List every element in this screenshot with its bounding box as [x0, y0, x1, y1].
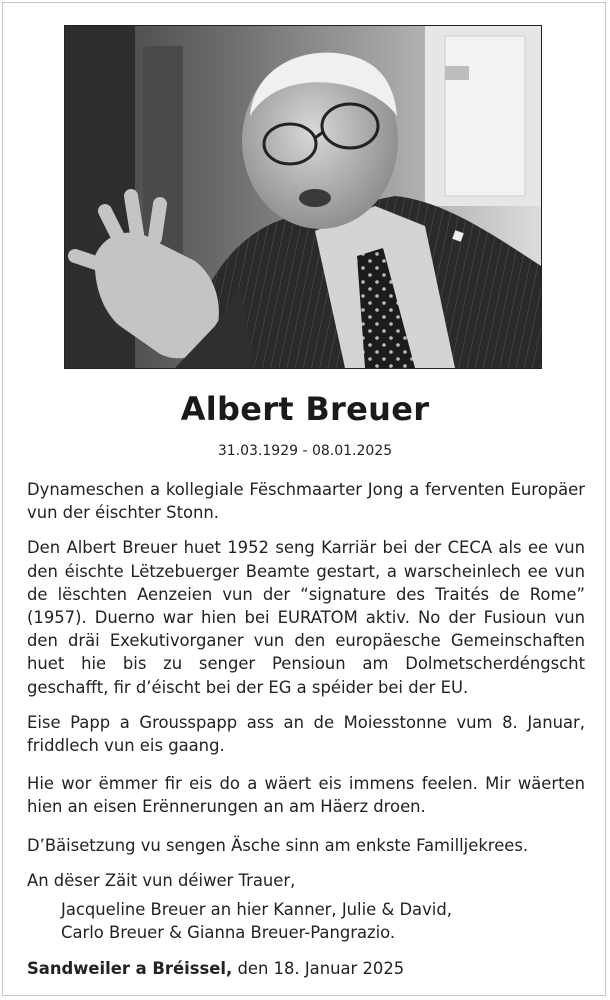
place-date-line — [27, 957, 585, 980]
notice-date: den 18. Januar 2025 — [237, 959, 405, 979]
obituary-text — [27, 478, 585, 981]
signers-list — [61, 898, 585, 944]
paragraph-career: Den Albert Breuer huet 1952 seng Karriär bei der CECA als ee vun den éischte Lëtzebuerger Beamte gestart, a warscheinlech ee vun de lëschten Aenzeien vun der “signature des Traités de Rome” (1957). Duerno war hien bei EURATOM aktiv. No der Fusioun vun den dräi Exekutivorganer vun den europäesche Gemeinschaften huet hie bis zu senger Pensioun am Dolmetscherdéngscht geschafft, fir d’éischt bei der EG a spéider bei der EU. — [27, 538, 585, 697]
portrait-photo — [64, 25, 542, 369]
signer-line: Carlo Breuer & Gianna Breuer-Pangrazio. — [61, 923, 396, 943]
life-dates: 31.03.1929 - 08.01.2025 — [217, 443, 393, 459]
paragraph-passing: Eise Papp a Grousspapp ass an de Moiesstonne vum 8. Januar, friddlech vun eis gaang. — [27, 712, 585, 756]
paragraph-memory: Hie wor ëmmer fir eis do a wäert eis immens feelen. Mir wäerten hien an eisen Erënnerungen an am Häerz droen. — [27, 774, 585, 817]
signer-line: Jacqueline Breuer an hier Kanner, Julie & David, — [61, 900, 452, 920]
paragraph-funeral: D’Bäisetzung vu sengen Äsche sinn am enkste Familljekrees. — [27, 835, 529, 855]
paragraph-intro: Dynameschen a kollegiale Fëschmaarter Jong a ferventen Europäer vun der éischter Stonn. — [27, 480, 585, 523]
deceased-name: Albert Breuer — [180, 390, 430, 428]
closing-line: An dëser Zäit vun déiwer Trauer, — [27, 870, 296, 890]
place-name: Sandweiler a Bréissel, — [27, 959, 233, 979]
